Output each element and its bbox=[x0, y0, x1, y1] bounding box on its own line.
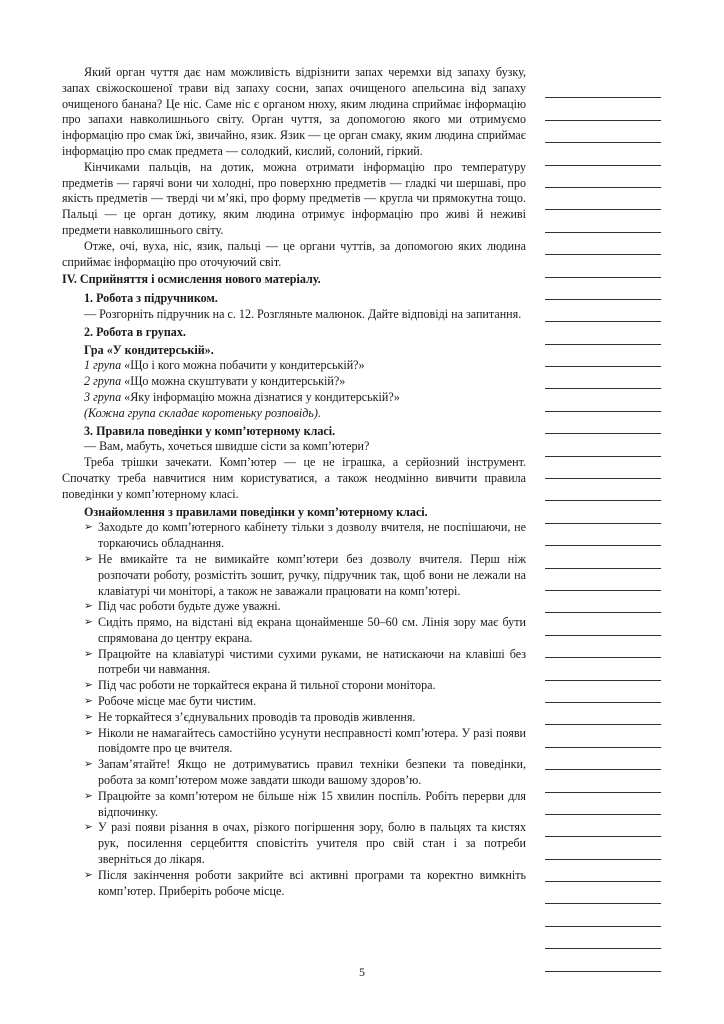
rule-item: ➢ Працюйте на клавіатурі чистими сухими руками, не натискаючи на клавіші без потреби чи навмання. bbox=[62, 647, 526, 679]
note-line bbox=[545, 76, 661, 98]
note-line bbox=[545, 793, 661, 815]
game-title: Гра «У кондитерській». bbox=[84, 342, 214, 357]
note-line bbox=[545, 927, 661, 949]
group-line-3 bbox=[84, 390, 526, 406]
rule-item: ➢ Сидіть прямо, на відстані від екрана щонайменше 50–60 см. Лінія зору має бути спрямована до центру екрана. bbox=[62, 615, 526, 647]
rule-item: ➢ Під час роботи не торкайтеся екрана й тильної сторони монітора. bbox=[62, 678, 526, 694]
group-label-1: 1 група bbox=[84, 358, 122, 373]
note-line bbox=[545, 434, 661, 456]
group-question-1: «Що і кого можна побачити у кондитерській?» bbox=[124, 358, 365, 373]
section-heading-iv: IV. Сприйняття і осмислення нового матеріалу. bbox=[62, 272, 321, 287]
item3-text: Треба трішки зачекати. Комп’ютер — це не іграшка, а серйозний інструмент. Спочатку треба навчитися ним користуватися, а також неодмінно вивчити правила поведінки у комп’ютерному класі. bbox=[62, 455, 526, 501]
rule-item: ➢ Запам’ятайте! Якщо не дотримуватись правил техніки безпеки та поведінки, робота за комп’ютером може завдати шкоди вашому здоров’ю. bbox=[62, 757, 526, 789]
note-line bbox=[545, 703, 661, 725]
group-label-3: 3 група bbox=[84, 389, 122, 404]
paragraph-touch: Кінчиками пальців, на дотик, можна отримати інформацію про температуру предметів — гарячі вони чи холодні, про поверхню предметів — гладкі чи шершаві, про якість предметів — тверді чи м’які, про форму предметів — кругла чи прямокутна тощо. Пальці — це орган дотику, яким людина отримує інформацію про живі й неживі предмети навколишнього світу. bbox=[62, 159, 526, 237]
note-line bbox=[545, 636, 661, 658]
note-line bbox=[545, 457, 661, 479]
note-line bbox=[545, 748, 661, 770]
note-line bbox=[545, 613, 661, 635]
note-line bbox=[545, 121, 661, 143]
group-label-2: 2 група bbox=[84, 374, 122, 389]
note-line bbox=[545, 412, 661, 434]
note-line bbox=[545, 860, 661, 882]
group-line-2 bbox=[84, 374, 526, 390]
note-line bbox=[545, 904, 661, 926]
item1-heading: 1. Робота з підручником. bbox=[84, 291, 218, 306]
note-line bbox=[545, 770, 661, 792]
rule-item: ➢ У разі появи різання в очах, різкого погіршення зору, болю в пальцях та кистях рук, посилення серцебиття сповістіть учителя про свій стан і за потреби зверніться до лікаря. bbox=[62, 820, 526, 867]
note-line bbox=[545, 725, 661, 747]
rule-item: ➢ Не вмикайте та не вимикайте комп’ютери без дозволу вчителя. Перш ніж розпочати роботу, розмістіть зошит, ручку, підручник так, щоб вони не лежали на клавіатурі чи моніторі, а також не заважали працювати на комп’ютері. bbox=[62, 552, 526, 599]
note-line bbox=[545, 658, 661, 680]
note-line bbox=[545, 815, 661, 837]
note-line bbox=[545, 837, 661, 859]
note-line bbox=[545, 233, 661, 255]
note-line bbox=[545, 569, 661, 591]
item3-question: — Вам, мабуть, хочеться швидше сісти за комп’ютери? bbox=[84, 439, 370, 454]
paragraph-senses-summary: Отже, очі, вуха, ніс, язик, пальці — це органи чуттів, за допомогою яких людина сприймає інформацію про оточуючий світ. bbox=[62, 238, 526, 269]
rules-list bbox=[62, 520, 526, 899]
note-line bbox=[545, 98, 661, 120]
rule-item: ➢ Під час роботи будьте дуже уважні. bbox=[62, 599, 526, 615]
note-line bbox=[545, 479, 661, 501]
group-question-3: «Яку інформацію можна дізнатися у кондитерській?» bbox=[124, 389, 400, 404]
note-line bbox=[545, 188, 661, 210]
note-line bbox=[545, 681, 661, 703]
group-note-text: (Кожна група складає коротеньку розповідь). bbox=[84, 405, 321, 420]
rule-item: ➢ Після закінчення роботи закрийте всі активні програми та коректно вимкніть комп’ютер. Приберіть робоче місце. bbox=[62, 868, 526, 900]
main-text-column bbox=[62, 65, 526, 899]
note-line bbox=[545, 255, 661, 277]
group-note bbox=[84, 406, 526, 422]
page-number: 5 bbox=[359, 965, 365, 979]
rule-item: ➢ Заходьте до комп’ютерного кабінету тільки з дозволу вчителя, не поспішаючи, не торкаючись обладнання. bbox=[62, 520, 526, 552]
note-line bbox=[545, 166, 661, 188]
rule-item: ➢ Не торкайтеся з’єднувальних проводів та проводів живлення. bbox=[62, 710, 526, 726]
item2-heading: 2. Робота в групах. bbox=[84, 324, 186, 339]
note-line bbox=[545, 591, 661, 613]
rule-item: ➢ Ніколи не намагайтесь самостійно усунути несправності комп’ютера. У разі появи повідомте про це вчителя. bbox=[62, 726, 526, 758]
note-line bbox=[545, 322, 661, 344]
item1-text: — Розгорніть підручник на с. 12. Розгляньте малюнок. Дайте відповіді на запитання. bbox=[84, 306, 522, 321]
note-line bbox=[545, 524, 661, 546]
note-line bbox=[545, 345, 661, 367]
note-line bbox=[545, 501, 661, 523]
rules-heading: Ознайомлення з правилами поведінки у комп’ютерному класі. bbox=[84, 504, 428, 519]
paragraph-smell-taste: Який орган чуття дає нам можливість відрізнити запах черемхи від запаху бузку, запах свіжоскошеної трави від запаху сосни, запах очищеного апельсина від запаху очищеного банана? Це ніс. Саме ніс є органом нюху, яким людина сприймає інформацію про запахи навколишнього світу. Орган чуття, за допомогою якого ми отримуємо інформацію про смак їжі, звичайно, язик. Язик — це орган смаку, яким людина сприймає інформацію про смак предмета — солодкий, кислий, солоний, гіркий. bbox=[62, 65, 526, 158]
group-line-1 bbox=[84, 358, 526, 374]
note-line bbox=[545, 300, 661, 322]
note-line bbox=[545, 143, 661, 165]
group-question-2: «Що можна скуштувати у кондитерській?» bbox=[124, 374, 346, 389]
rule-item: ➢ Працюйте за комп’ютером не більше ніж 15 хвилин поспіль. Робіть перерви для відпочинку. bbox=[62, 789, 526, 821]
note-line bbox=[545, 882, 661, 904]
rule-item: ➢ Робоче місце має бути чистим. bbox=[62, 694, 526, 710]
note-line bbox=[545, 210, 661, 232]
note-line bbox=[545, 546, 661, 568]
note-line bbox=[545, 389, 661, 411]
item3-heading: 3. Правила поведінки у комп’ютерному класі. bbox=[84, 423, 336, 438]
note-line bbox=[545, 367, 661, 389]
note-line bbox=[545, 278, 661, 300]
notes-lines-column bbox=[545, 76, 661, 972]
